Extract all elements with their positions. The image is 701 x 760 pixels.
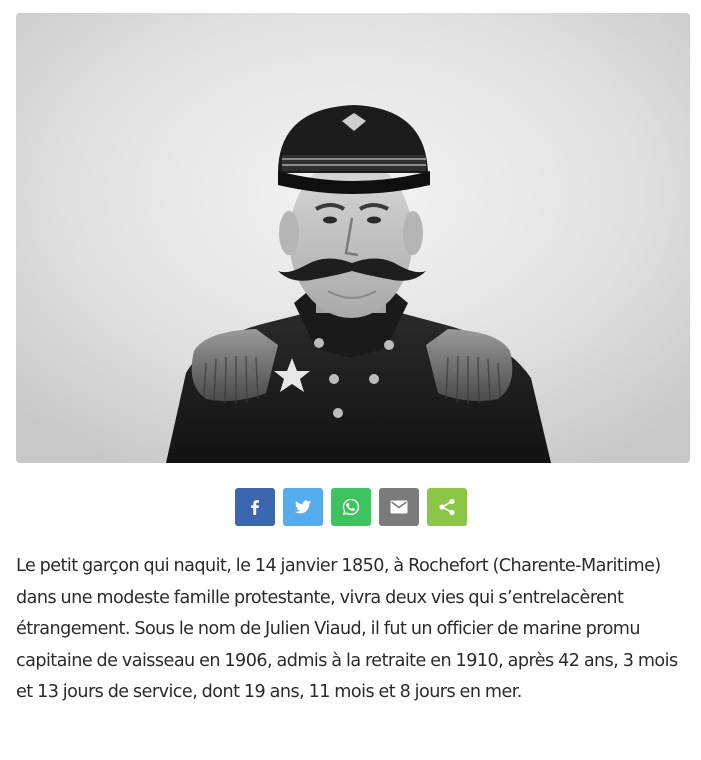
twitter-share-button[interactable] <box>283 488 323 526</box>
portrait-illustration <box>16 13 690 463</box>
twitter-icon <box>295 500 311 514</box>
email-icon <box>390 500 408 514</box>
portrait-photo <box>16 13 690 463</box>
sharethis-share-button[interactable] <box>427 488 467 526</box>
share-icon <box>438 498 456 516</box>
facebook-icon <box>248 499 262 515</box>
facebook-share-button[interactable] <box>235 488 275 526</box>
whatsapp-icon <box>341 497 361 517</box>
share-bar <box>0 488 701 526</box>
whatsapp-share-button[interactable] <box>331 488 371 526</box>
email-share-button[interactable] <box>379 488 419 526</box>
article-paragraph: Le petit garçon qui naquit, le 14 janvier 1850, à Rochefort (Charente-Maritime) dans une modeste famille protestante, vivra deux vies qui s’entrelacèrent étrangement. Sous le nom de Julien Viaud, il fut un officier de marine promu capitaine de vaisseau en 1906, admis à la retraite en 1910, après 42 ans, 3 mois et 13 jours de service, dont 19 ans, 11 mois et 8 jours en mer. <box>16 556 678 702</box>
